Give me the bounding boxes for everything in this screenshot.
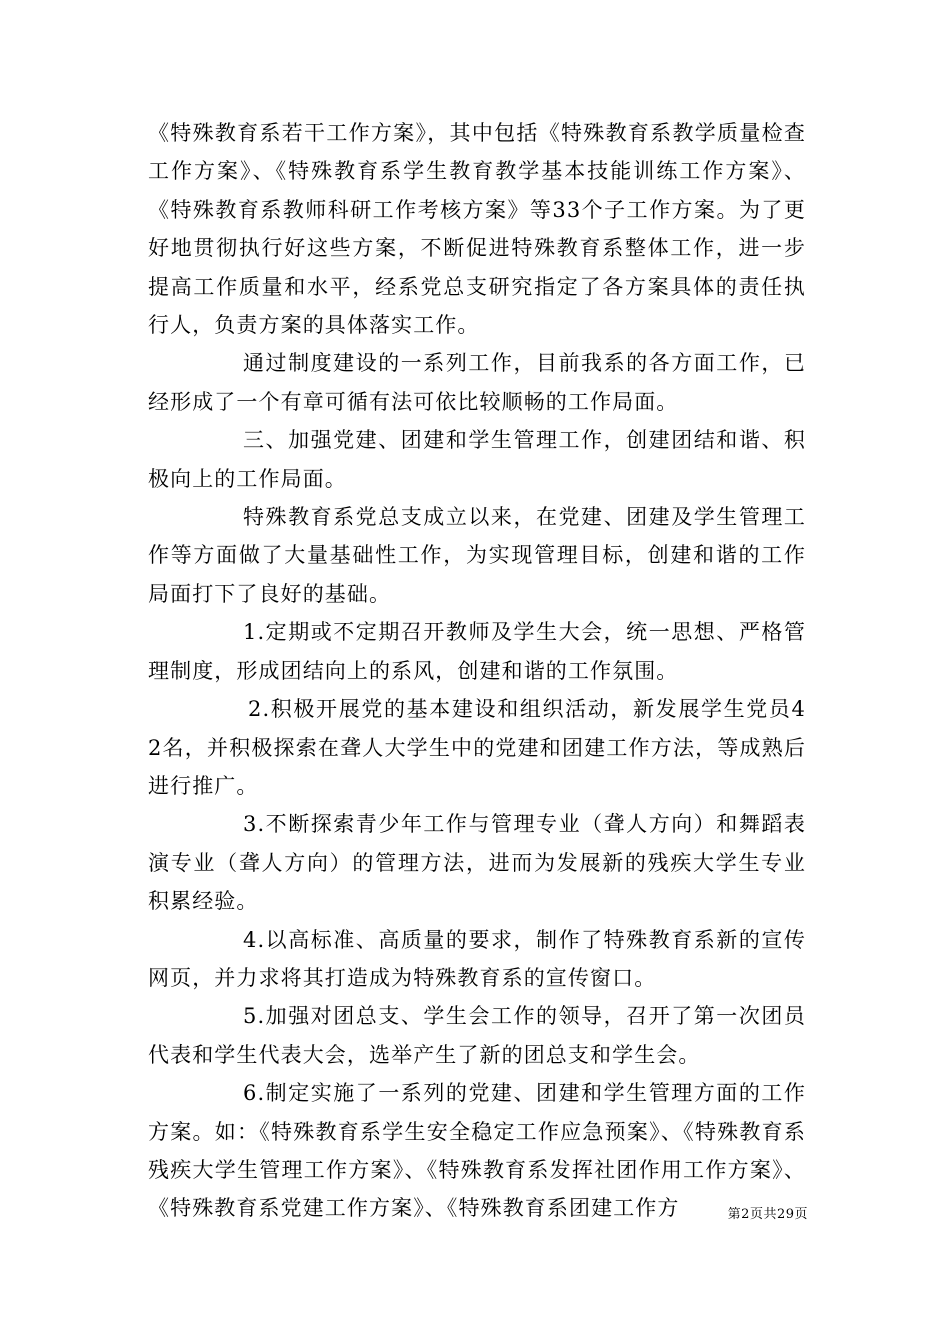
page-number: 第2页共29页 (727, 1207, 808, 1222)
section-heading-three: 三、加强党建、团建和学生管理工作，创建团结和谐、积极向上的工作局面。 (148, 428, 806, 491)
list-item-6: 6.制定实施了一系列的党建、团建和学生管理方面的工作方案。如：《特殊教育系学生安全稳定工作应急预案》、《特殊教育系残疾大学生管理工作方案》、《特殊教育系发挥社团作用工作方案》、《特殊教育系党建工作方案》、《特殊教育系团建工作方 (148, 1081, 806, 1221)
paragraph-plan-list: 《特殊教育系若干工作方案》，其中包括《特殊教育系教学质量检查工作方案》、《特殊教育系学生教育教学基本技能训练工作方案》、《特殊教育系教师科研工作考核方案》等33个子工作方案。为了更好地贯彻执行好这些方案，不断促进特殊教育系整体工作，进一步提高工作质量和水平，经系党总支研究指定了各方案具体的责任执行人，负责方案的具体落实工作。 (148, 121, 806, 338)
document-body (148, 114, 806, 1228)
list-item-4: 4.以高标准、高质量的要求，制作了特殊教育系新的宣传网页，并力求将其打造成为特殊教育系的宣传窗口。 (148, 927, 806, 990)
list-item-5: 5.加强对团总支、学生会工作的领导，召开了第一次团员代表和学生代表大会，选举产生了新的团总支和学生会。 (148, 1004, 806, 1067)
paragraph-system-building: 通过制度建设的一系列工作，目前我系的各方面工作，已经形成了一个有章可循有法可依比较顺畅的工作局面。 (148, 351, 806, 414)
list-item-3: 3.不断探索青少年工作与管理专业（聋人方向）和舞蹈表演专业（聋人方向）的管理方法，进而为发展新的残疾大学生专业积累经验。 (148, 812, 806, 914)
list-item-2: 2.积极开展党的基本建设和组织活动，新发展学生党员42名，并积极探索在聋人大学生中的党建和团建工作方法，等成熟后进行推广。 (148, 697, 806, 798)
paragraph-party-branch: 特殊教育系党总支成立以来，在党建、团建及学生管理工作等方面做了大量基础性工作，为实现管理目标，创建和谐的工作局面打下了良好的基础。 (148, 505, 806, 606)
list-item-1: 1.定期或不定期召开教师及学生大会，统一思想、严格管理制度，形成团结向上的系风，创建和谐的工作氛围。 (148, 620, 806, 683)
